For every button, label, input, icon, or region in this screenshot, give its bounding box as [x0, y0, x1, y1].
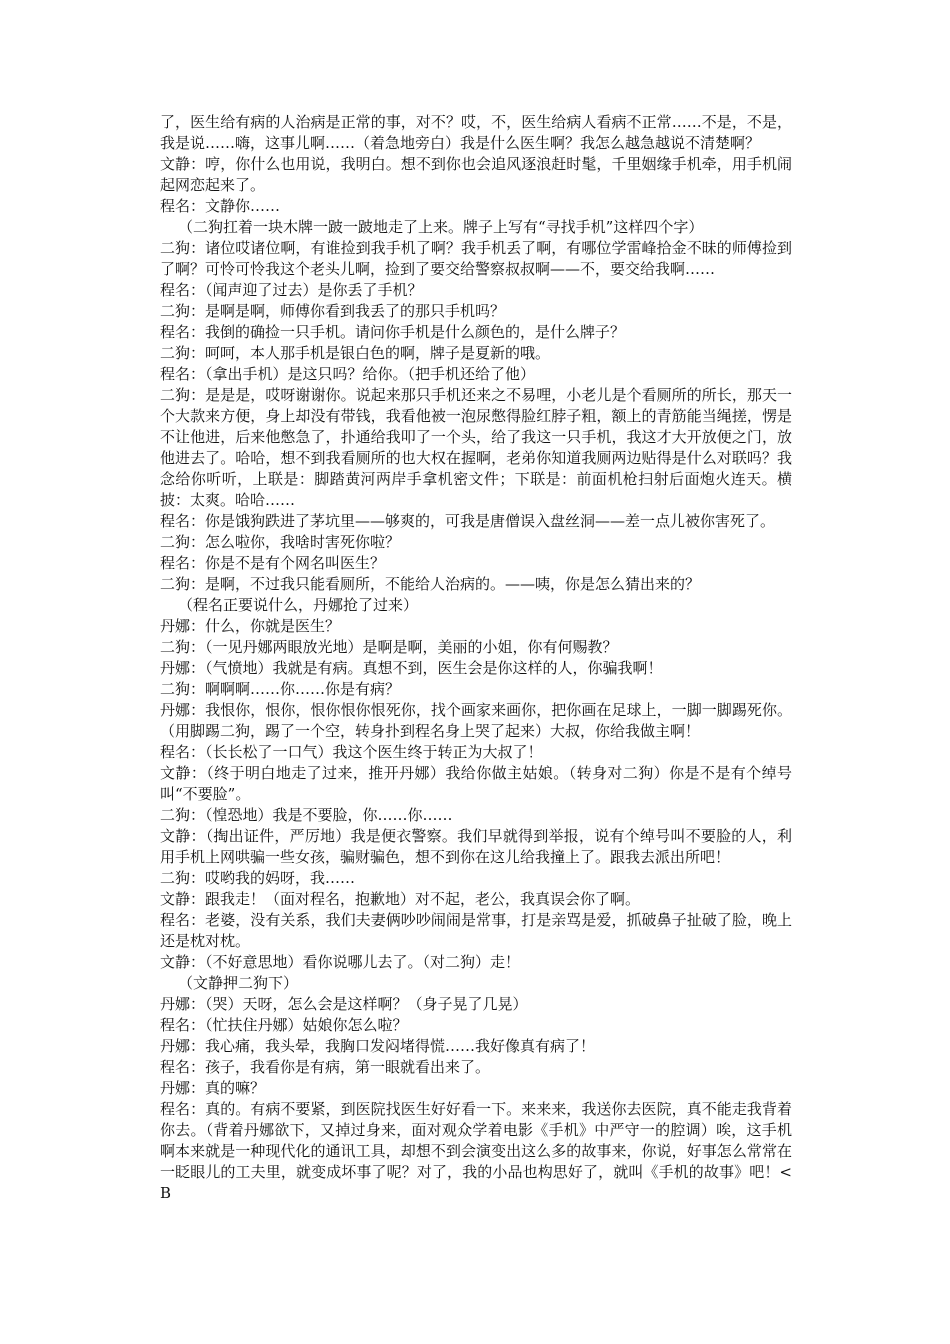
paragraph: 二狗：是啊，不过我只能看厕所，不能给人治病的。——咦，你是怎么猜出来的？	[160, 575, 701, 593]
paragraph: 二狗：（惶恐地）我是不要脸，你……你……	[160, 806, 453, 824]
stage-direction: （文静押二狗下）	[178, 974, 299, 992]
paragraph: 二狗：怎么啦你，我啥时害死你啦？	[160, 533, 401, 551]
paragraph: 丹娜：（哭）天呀，怎么会是这样啊？（身子晃了几晃）	[160, 995, 528, 1013]
paragraph: 二狗：哎哟我的妈呀，我……	[160, 869, 356, 887]
paragraph: 文静：哼，你什么也用说，我明白。想不到你也会追风逐浪赶时髦，千里姻缘手机牵，用手机闹起网恋起来了。	[160, 155, 792, 194]
paragraph: 程名：真的。有病不要紧，到医院找医生好好看一下。来来来，我送你去医院，真不能走我背着你去。（背着丹娜欲下，又掉过身来，面对观众学着电影《手机》中严守一的腔调）唉，这手机啊本来就是一种现代化的通讯工具，却想不到会演变出这么多的故事来，你说，好事怎么常常在一眨眼儿的工夫里，就变成坏事了呢？对了，我的小品也构思好了，就叫《手机的故事》吧！<B	[160, 1100, 792, 1202]
paragraph: 程名：（拿出手机）是这只吗？给你。（把手机还给了他）	[160, 365, 536, 383]
stage-direction: （二狗扛着一块木牌一跛一跛地走了上来。牌子上写有“寻找手机”这样四个字）	[178, 218, 704, 236]
paragraph: 程名：（闻声迎了过去）是你丢了手机？	[160, 281, 423, 299]
paragraph: 了，医生给有病的人治病是正常的事，对不？哎，不，医生给病人看病不正常……不是，不是，我是说……嗨，这事儿啊……（着急地旁白）我是什么医生啊？我怎么越急越说不清楚啊？	[160, 113, 792, 152]
paragraph: 二狗：呵呵，本人那手机是银白色的啊，牌子是夏新的哦。	[160, 344, 551, 362]
paragraph: 程名：你是不是有个网名叫医生？	[160, 554, 386, 572]
paragraph: 二狗：诸位哎诸位啊，有谁捡到我手机了啊？我手机丢了啊，有哪位学雷峰拾金不昧的师傅捡到了啊？可怜可怜我这个老头儿啊，捡到了要交给警察叔叔啊——不，要交给我啊……	[160, 239, 792, 278]
paragraph: 丹娜：我心痛，我头晕，我胸口发闷堵得慌……我好像真有病了！	[160, 1037, 596, 1055]
paragraph: 丹娜：什么，你就是医生？	[160, 617, 341, 635]
paragraph: 程名：（忙扶住丹娜）姑娘你怎么啦？	[160, 1016, 408, 1034]
paragraph: 文静：（终于明白地走了过来，推开丹娜）我给你做主姑娘。（转身对二狗）你是不是有个绰号叫“不要脸”。	[160, 764, 792, 803]
paragraph: 丹娜：（气愤地）我就是有病。真想不到，医生会是你这样的人，你骗我啊！	[160, 659, 663, 677]
paragraph: 程名：（长长松了一口气）我这个医生终于转正为大叔了！	[160, 743, 543, 761]
paragraph: 二狗：（一见丹娜两眼放光地）是啊是啊，美丽的小姐，你有何赐教？	[160, 638, 618, 656]
paragraph: 程名：你是饿狗跌进了茅坑里——够爽的，可我是唐僧误入盘丝洞——差一点儿被你害死了。	[160, 512, 776, 530]
paragraph: 丹娜：我恨你，恨你，恨你恨你恨死你，找个画家来画你，把你画在足球上，一脚一脚踢死你。（用脚踢二狗，踢了一个空，转身扑到程名身上哭了起来）大叔，你给我做主啊！	[160, 701, 792, 740]
document-page	[160, 112, 792, 1204]
paragraph: 程名：文静你……	[160, 197, 281, 215]
paragraph: 程名：孩子，我看你是有病，第一眼就看出来了。	[160, 1058, 491, 1076]
paragraph: 程名：老婆，没有关系，我们夫妻俩吵吵闹闹是常事，打是亲骂是爱，抓破鼻子扯破了脸，晚上还是枕对枕。	[160, 911, 792, 950]
paragraph: 二狗：是是是，哎呀谢谢你。说起来那只手机还来之不易哩，小老儿是个看厕所的所长，那天一个大款来方便，身上却没有带钱，我看他被一泡尿憋得脸红脖子粗，额上的青筋能当绳搓，愣是不让他进，后来他憋急了，扑通给我叩了一个头，给了我这一只手机，我这才大开放便之门，放他进去了。哈哈，想不到我看厕所的也大权在握啊，老弟你知道我厕两边贴得是什么对联吗？我念给你听听，上联是：脚踏黄河两岸手拿机密文件；下联是：前面机枪扫射后面炮火连天。横披：太爽。哈哈……	[160, 386, 792, 509]
paragraph: 文静：（掏出证件，严厉地）我是便衣警察。我们早就得到举报，说有个绰号叫不要脸的人，利用手机上网哄骗一些女孩，骗财骗色，想不到你在这儿给我撞上了。跟我去派出所吧！	[160, 827, 792, 866]
paragraph: 二狗：是啊是啊，师傅你看到我丢了的那只手机吗？	[160, 302, 506, 320]
paragraph: 丹娜：真的嘛？	[160, 1079, 266, 1097]
stage-direction: （程名正要说什么，丹娜抢了过来）	[178, 596, 419, 614]
paragraph: 文静：跟我走！（面对程名，抱歉地）对不起，老公，我真误会你了啊。	[160, 890, 641, 908]
paragraph: 程名：我倒的确捡一只手机。请问你手机是什么颜色的，是什么牌子？	[160, 323, 626, 341]
paragraph: 二狗：啊啊啊……你……你是有病？	[160, 680, 401, 698]
paragraph: 文静：（不好意思地）看你说哪儿去了。（对二狗）走！	[160, 953, 521, 971]
